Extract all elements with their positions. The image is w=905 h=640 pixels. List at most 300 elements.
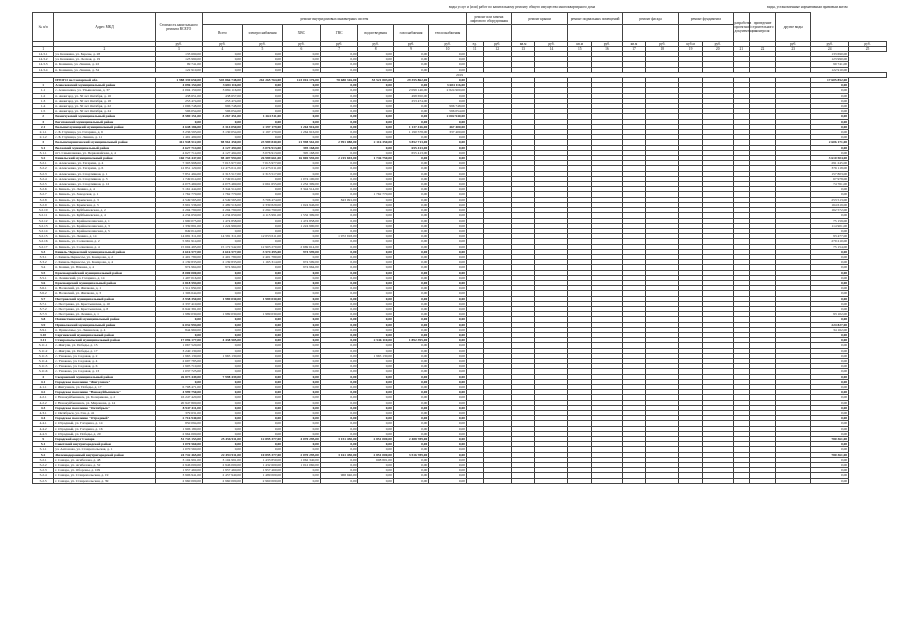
row-heating: 0,00 <box>429 176 467 181</box>
row-cold-water: 0,00 <box>283 379 321 384</box>
row-cost-total: 24 742 465,00 <box>155 452 202 457</box>
row-other: 0,00 <box>811 228 849 233</box>
row-cold-water: 0,00 <box>283 275 321 280</box>
row-cost-total: 5 981 914,00 <box>155 239 202 244</box>
row-empty-cell <box>511 478 535 483</box>
header-roof: ремонт крыши <box>511 13 568 25</box>
row-systems-total: 4 127 494,00 <box>202 145 242 150</box>
row-heating: 0,00 <box>429 265 467 270</box>
row-other: 0,00 <box>811 301 849 306</box>
row-gas: 0,00 <box>393 385 428 390</box>
row-gas: 0,00 <box>393 213 428 218</box>
row-cost-total: 4 096 154,00 <box>155 83 202 88</box>
row-cold-water: 0,00 <box>283 57 321 62</box>
row-heating: 2 002 940,00 <box>429 114 467 119</box>
table-row <box>33 478 887 483</box>
row-other: 93 102,00 <box>811 312 849 317</box>
row-other: 0,00 <box>811 358 849 363</box>
row-number: 4.4.2 <box>33 426 54 431</box>
column-number: 20 <box>702 47 733 52</box>
row-cost-total: 2 946 000,00 <box>155 463 202 468</box>
row-other: 0,00 <box>811 390 849 395</box>
row-number: 3.11.2 <box>33 348 54 353</box>
row-systems-total: 4 073 469,00 <box>202 182 242 187</box>
row-address: п. Кинель, ул. Ленина, д. 4 <box>54 187 155 192</box>
row-cost-total: 122 910,00 <box>155 67 202 72</box>
row-drainage: 0,00 <box>358 473 393 478</box>
row-systems-total: 0,00 <box>202 327 242 332</box>
row-address: п. Кинель, ул. Куйбышевская, д. 4 <box>54 213 155 218</box>
row-address: Красноармейский муниципальный район <box>54 270 155 275</box>
row-hot-water: 0,00 <box>320 431 358 436</box>
row-cold-water: 0,00 <box>283 286 321 291</box>
row-systems-total: 15 172 542,00 <box>202 244 242 249</box>
row-drainage: 0,00 <box>358 369 393 374</box>
column-number: 5 <box>242 47 282 52</box>
row-address: п. Алексеевка, ул. Спортивная, д. 3 <box>54 176 155 181</box>
row-drainage: 2 851 000,00 <box>358 452 393 457</box>
column-number: 24 <box>811 47 849 52</box>
row-systems-total: 438 657,00 <box>202 93 242 98</box>
row-hot-water: 0,00 <box>320 379 358 384</box>
row-cold-water: 0,00 <box>283 306 321 311</box>
row-hot-water: 0,00 <box>320 93 358 98</box>
row-cold-water: 0,00 <box>283 405 321 410</box>
row-heating: 0,00 <box>429 161 467 166</box>
row-hot-water: 0,00 <box>320 332 358 337</box>
row-hot-water: 0,00 <box>320 291 358 296</box>
row-number: 2.1 <box>33 124 54 129</box>
row-drainage: 0,00 <box>358 463 393 468</box>
row-hot-water: 0,00 <box>320 52 358 57</box>
row-drainage: 0,00 <box>358 379 393 384</box>
column-number: 7 <box>320 47 358 52</box>
row-address: с. Узюково, ул. Садовая, д. 6 <box>54 364 155 369</box>
row-cost-total: 4 627 714,00 <box>155 145 202 150</box>
row-gas: 0,00 <box>393 416 428 421</box>
table-body <box>33 52 887 484</box>
row-systems-total: 0,00 <box>202 390 242 395</box>
row-systems-total: 2 457 940,00 <box>202 473 242 478</box>
row-cost-total: 2 337 410,00 <box>155 301 202 306</box>
row-gas: 655 413,00 <box>393 150 428 155</box>
row-address: Пестравский муниципальный район <box>54 296 155 301</box>
row-drainage: 0,00 <box>358 182 393 187</box>
row-cold-water: 0,00 <box>283 327 321 332</box>
row-other: 93 477,00 <box>811 234 849 239</box>
row-address: п. Алексеевка, ул. Спортивная, д. 12 <box>54 182 155 187</box>
row-gas: 0,00 <box>393 52 428 57</box>
row-gas: 3 516 789,00 <box>393 452 428 457</box>
row-gas: 2 099 146,00 <box>393 88 428 93</box>
unit-cell: руб. <box>535 42 568 47</box>
row-number: 3.2.17 <box>33 244 54 249</box>
row-cold-water: 0,00 <box>283 93 321 98</box>
unit-cell: руб. <box>320 42 358 47</box>
row-gas: 0,00 <box>393 369 428 374</box>
row-hot-water: 0,00 <box>320 369 358 374</box>
row-drainage: 0,00 <box>358 150 393 155</box>
row-address: п. Алексеевка, ул. Спортивная, д. 1 <box>54 171 155 176</box>
row-gas: 498 650,00 <box>393 93 428 98</box>
row-drainage: 0,00 <box>358 385 393 390</box>
column-number: 11 <box>467 47 484 52</box>
row-other: 780 361,00 <box>811 437 849 442</box>
row-address: с. Пестравка, ул. Крестьянская, д. 8 <box>54 306 155 311</box>
row-heating: 0,00 <box>429 447 467 452</box>
row-cold-water: 0,00 <box>283 369 321 374</box>
row-number: 5.2.1 <box>33 457 54 462</box>
row-drainage: 0,00 <box>358 431 393 436</box>
row-cold-water: 0,00 <box>283 291 321 296</box>
row-other: 0,00 <box>811 124 849 129</box>
row-address: Ставропольский муниципальный район <box>54 338 155 343</box>
row-empty-cell <box>750 478 776 483</box>
row-gas: 0,00 <box>393 223 428 228</box>
row-cost-total: 0,00 <box>155 379 202 384</box>
row-cost-total: 6 032 994,00 <box>155 322 202 327</box>
row-hot-water: 0,00 <box>320 327 358 332</box>
row-heating: 0,00 <box>429 468 467 473</box>
row-gas: 0,00 <box>393 192 428 197</box>
row-other: 0,00 <box>811 280 849 285</box>
row-address: г. Самара, ул. Агибалова, д. 48 <box>54 457 155 462</box>
row-address: Волжский муниципальный район <box>54 145 155 150</box>
row-systems-total: 0,00 <box>202 280 242 285</box>
row-gas: 0,00 <box>393 468 428 473</box>
row-electric: 0,00 <box>242 364 282 369</box>
row-other: 0,00 <box>811 431 849 436</box>
row-address: с. Пестравка, ул. Ленина, д. 1 <box>54 312 155 317</box>
row-hot-water: 0,00 <box>320 353 358 358</box>
column-number: 6 <box>283 47 321 52</box>
row-cold-water: 0,00 <box>283 390 321 395</box>
row-cost-total: 2 139 833,00 <box>155 260 202 265</box>
row-number: 3.9 <box>33 322 54 327</box>
row-other: 0,00 <box>811 260 849 265</box>
row-number: 5.1.1 <box>33 447 54 452</box>
row-electric: 1 957 460,00 <box>242 468 282 473</box>
row-number: 3.6 <box>33 280 54 285</box>
row-gas: 253 474,00 <box>393 98 428 103</box>
row-hot-water: 0,00 <box>320 358 358 363</box>
row-other: 0,00 <box>811 369 849 374</box>
header-sub-heating: теплоснабжения <box>429 25 467 42</box>
header-other: другие виды <box>775 13 810 42</box>
row-hot-water: 0,00 <box>320 416 358 421</box>
row-address: п. Кинель, ул. Крымская, д. 5 <box>54 202 155 207</box>
row-systems-total: 2 401 780,00 <box>202 254 242 259</box>
unit-cell: руб. <box>202 42 242 47</box>
row-hot-water: 0,00 <box>320 114 358 119</box>
row-hot-water: 2 991 088,00 <box>320 140 358 145</box>
row-drainage: 0,00 <box>358 239 393 244</box>
row-cold-water: 0,00 <box>283 83 321 88</box>
row-systems-total: 0,00 <box>202 62 242 67</box>
row-cost-total: 51 743 153,00 <box>155 437 202 442</box>
row-electric: 0,00 <box>242 286 282 291</box>
row-address: с. Жигули, ул. Победы, д. 17 <box>54 348 155 353</box>
row-drainage: 0,00 <box>358 275 393 280</box>
row-hot-water: 0,00 <box>320 150 358 155</box>
row-gas: 0,00 <box>393 291 428 296</box>
row-cold-water: 0,00 <box>283 364 321 369</box>
row-cost-total: 974 964,00 <box>155 265 202 270</box>
row-cold-water: 0,00 <box>283 317 321 322</box>
row-systems-total: 0,00 <box>202 400 242 405</box>
row-address: с. Б. Глушица, ул. Ленина, д. 11 <box>54 135 155 140</box>
row-address: г. Самара, ул. Ставропольская, д. 39 <box>54 478 155 483</box>
header-sub-total: Всего <box>202 25 242 42</box>
row-gas: 0,00 <box>393 431 428 436</box>
row-hot-water: 0,00 <box>320 145 358 150</box>
row-gas: 0,00 <box>393 447 428 452</box>
row-electric: 0,00 <box>242 67 282 72</box>
row-other: 157 803,00 <box>811 171 849 176</box>
row-systems-total: 0,00 <box>202 291 242 296</box>
row-hot-water: 0,00 <box>320 104 358 109</box>
row-drainage: 0,00 <box>358 390 393 395</box>
row-other: 0,00 <box>811 265 849 270</box>
row-heating: 0,00 <box>429 400 467 405</box>
row-electric: 0,00 <box>242 57 282 62</box>
row-drainage: 0,00 <box>358 109 393 114</box>
row-number: 2 <box>33 114 54 119</box>
row-heating: 0,00 <box>429 353 467 358</box>
row-heating: 0,00 <box>429 312 467 317</box>
row-address: г. Октябрьск, ул. Гая, д. 41 <box>54 411 155 416</box>
row-electric: 0,00 <box>242 390 282 395</box>
row-systems-total: 22 494 911,00 <box>202 452 242 457</box>
row-hot-water: 0,00 <box>320 338 358 343</box>
row-systems-total: 0,00 <box>202 286 242 291</box>
row-drainage: 53 521 803,00 <box>358 78 393 83</box>
row-electric: 0,00 <box>242 104 282 109</box>
row-electric: 2 401 780,00 <box>242 254 282 259</box>
unit-cell: руб. <box>592 42 623 47</box>
row-cost-total: 1 965 130,00 <box>155 353 202 358</box>
row-cold-water: 1 474 858,00 <box>283 218 321 223</box>
row-address: п. Кинель, ул. Заводская, д. 1 <box>54 192 155 197</box>
row-other: 0,00 <box>811 109 849 114</box>
row-address: Городское поселение "Жигулевск" <box>54 379 155 384</box>
row-address: г. Самара, ул. Агибалова, д. 52 <box>54 463 155 468</box>
row-electric: 261 265 764,00 <box>242 78 282 83</box>
row-electric: 2 661 655,00 <box>242 182 282 187</box>
row-heating: 0,00 <box>429 286 467 291</box>
row-cost-total: 3 236 593,00 <box>155 130 202 135</box>
row-hot-water: 0,00 <box>320 348 358 353</box>
row-other: 0,00 <box>811 192 849 197</box>
row-cost-total: 4 073 469,00 <box>155 182 202 187</box>
row-cost-total: 2 697 785,00 <box>155 358 202 363</box>
row-hot-water: 0,00 <box>320 161 358 166</box>
row-cold-water: 0,00 <box>283 426 321 431</box>
row-gas: 29 355 862,00 <box>393 78 428 83</box>
row-cost-total: 596 054,00 <box>155 109 202 114</box>
row-drainage: 0,00 <box>358 234 393 239</box>
row-systems-total: 0,00 <box>202 385 242 390</box>
row-heating: 0,00 <box>429 67 467 72</box>
row-gas: 0,00 <box>393 228 428 233</box>
row-drainage: 2 116 350,00 <box>358 140 393 145</box>
header-address: Адрес МКД <box>54 13 155 42</box>
row-electric: 0,00 <box>242 426 282 431</box>
row-cold-water: 0,00 <box>283 192 321 197</box>
row-drainage: 0,00 <box>358 395 393 400</box>
row-electric: 0,00 <box>242 442 282 447</box>
row-cold-water: 0,00 <box>283 88 321 93</box>
row-systems-total: 2 313 517,00 <box>202 171 242 176</box>
row-gas: 0,00 <box>393 249 428 254</box>
row-gas: 0,00 <box>393 374 428 379</box>
row-systems-total: 0,00 <box>202 322 242 327</box>
row-cost-total: 14 681 311,00 <box>155 234 202 239</box>
row-empty-cell <box>702 478 733 483</box>
row-gas: 0,00 <box>393 322 428 327</box>
row-number: 3.7 <box>33 296 54 301</box>
column-number: 8 <box>358 47 393 52</box>
row-gas: 0,00 <box>393 296 428 301</box>
row-electric: 1 264 511,00 <box>242 114 282 119</box>
row-hot-water: 0,00 <box>320 390 358 395</box>
row-hot-water: 0,00 <box>320 213 358 218</box>
row-other: 0,00 <box>811 104 849 109</box>
row-cost-total: 1 906 180,00 <box>155 426 202 431</box>
row-electric: 0,00 <box>242 332 282 337</box>
row-number: 3.6.1 <box>33 286 54 291</box>
row-cold-water: 0,00 <box>283 312 321 317</box>
row-number: 4 <box>33 374 54 379</box>
row-address: Городское поселение "Отрадный" <box>54 416 155 421</box>
row-cost-total: 20 947 800,00 <box>155 400 202 405</box>
row-other: 0,00 <box>811 150 849 155</box>
row-number: 14.3.3 <box>33 62 54 67</box>
row-heating: 0,00 <box>429 156 467 161</box>
row-cost-total: 12 851 129,00 <box>155 166 202 171</box>
row-empty-cell <box>467 478 484 483</box>
row-cold-water: 0,00 <box>283 234 321 239</box>
row-electric: 0,00 <box>242 374 282 379</box>
header-sub-drainage: водоотведения <box>358 25 393 42</box>
row-cost-total: 1 037 725,00 <box>155 369 202 374</box>
row-gas: 0,00 <box>393 280 428 285</box>
row-systems-total: 974 964,00 <box>202 265 242 270</box>
row-heating: 0,00 <box>429 338 467 343</box>
row-hot-water: 0,00 <box>320 67 358 72</box>
row-cost-total: 5 161 444,00 <box>155 187 202 192</box>
row-heating: 0,00 <box>429 421 467 426</box>
row-electric: 0,00 <box>242 265 282 270</box>
row-systems-total: 3 684 116,00 <box>202 83 242 88</box>
row-number: 3.2.12 <box>33 218 54 223</box>
row-gas: 0,00 <box>393 327 428 332</box>
row-number: 4.4.3 <box>33 431 54 436</box>
row-systems-total: 1 989 030,00 <box>202 312 242 317</box>
row-cost-total: 16 247 420,00 <box>155 395 202 400</box>
row-address: Безенчукский муниципальный район <box>54 114 155 119</box>
row-drainage: 0,00 <box>358 88 393 93</box>
row-heating: 0,00 <box>429 202 467 207</box>
row-drainage: 0,00 <box>358 411 393 416</box>
row-drainage: 0,00 <box>358 52 393 57</box>
row-gas: 0,00 <box>393 67 428 72</box>
row-cost-total: 2 960 000,00 <box>155 478 202 483</box>
row-address: г. Самара, ул. Обороны, д. 109 <box>54 468 155 473</box>
row-gas: 0,00 <box>393 332 428 337</box>
row-electric: 0,00 <box>242 348 282 353</box>
row-number: 1 <box>33 83 54 88</box>
row-other: 0,00 <box>811 468 849 473</box>
row-hot-water: 0,00 <box>320 124 358 129</box>
row-address: п. Приволжье, ул. Ленинская, д. 4 <box>54 327 155 332</box>
row-cost-total: 844 960,00 <box>155 327 202 332</box>
row-hot-water: 0,00 <box>320 182 358 187</box>
row-drainage: 0,00 <box>358 254 393 259</box>
row-address: с. Пестравка, ул. Крестьянская, д. 10 <box>54 301 155 306</box>
row-heating: 0,00 <box>429 135 467 140</box>
column-number: 19 <box>679 47 703 52</box>
row-heating: 0,00 <box>429 385 467 390</box>
row-cold-water: 0,00 <box>283 228 321 233</box>
row-cost-total: 379 631,00 <box>155 411 202 416</box>
row-electric: 12 053 611,00 <box>242 234 282 239</box>
row-gas: 0,00 <box>393 109 428 114</box>
unit-cell: руб. <box>358 42 393 47</box>
row-other: 0,00 <box>811 317 849 322</box>
row-number: 14.3.1 <box>33 52 54 57</box>
row-gas: 0,00 <box>393 286 428 291</box>
row-systems-total: 0,00 <box>202 301 242 306</box>
row-drainage: 0,00 <box>358 478 393 483</box>
row-hot-water: 0,00 <box>320 83 358 88</box>
row-address: ул. Кошкина, ул. Березы, д. 28 <box>54 52 155 57</box>
row-cost-total: 15 604 495,00 <box>155 244 202 249</box>
row-other: 0,00 <box>811 442 849 447</box>
row-empty-cell <box>568 478 592 483</box>
row-heating: 0,00 <box>429 192 467 197</box>
row-cost-total: 253 474,00 <box>155 98 202 103</box>
row-other: 279 210,00 <box>811 239 849 244</box>
row-number: 3.2.6 <box>33 187 54 192</box>
row-number: 3.11.3 <box>33 353 54 358</box>
row-electric: 0,00 <box>242 353 282 358</box>
row-electric: 0,00 <box>242 327 282 332</box>
row-electric: 2 960 000,00 <box>242 478 282 483</box>
row-systems-total: 2 960 000,00 <box>202 478 242 483</box>
row-number: 3.10 <box>33 332 54 337</box>
row-systems-total: 0,00 <box>202 228 242 233</box>
row-number: 4.1.1 <box>33 385 54 390</box>
row-drainage: 0,00 <box>358 104 393 109</box>
row-drainage: 2 546 110,00 <box>358 338 393 343</box>
row-systems-total: 0,00 <box>202 379 242 384</box>
row-electric: 3 076 913,00 <box>242 145 282 150</box>
unit-cell: руб. <box>646 42 679 47</box>
row-drainage: 0,00 <box>358 187 393 192</box>
row-cold-water: 0,00 <box>283 171 321 176</box>
row-gas: 0,00 <box>393 478 428 483</box>
row-address: с. Узюково, ул. Садовая, д. 2 <box>54 353 155 358</box>
row-electric: 0,00 <box>242 275 282 280</box>
header-elevator: ремонт или замена лифтового оборудования <box>467 13 512 25</box>
row-systems-total: 0,00 <box>202 135 242 140</box>
row-heating: 467 400,00 <box>429 124 467 129</box>
row-number: 3.8 <box>33 317 54 322</box>
row-electric: 0,00 <box>242 83 282 88</box>
row-gas: 0,00 <box>393 364 428 369</box>
table-caption: виды услуг и (или) работ по капитальному ремонту общего имущества многоквартирного дома <box>448 5 596 9</box>
